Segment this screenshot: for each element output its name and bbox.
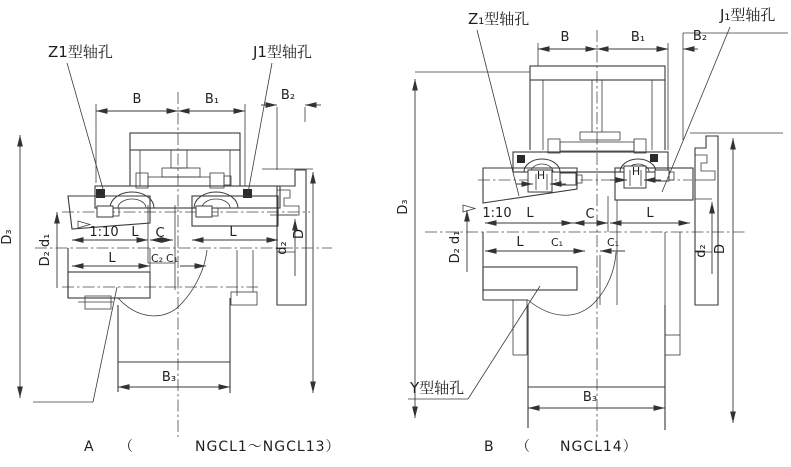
fig-a-dim-taper: 1:10 [89,225,119,240]
figure-a-body [33,133,306,402]
fig-b-dim-D: D [713,243,728,255]
fig-a-j1-bore-label: J1型轴孔 [253,43,312,61]
figure-b-dimensions [408,27,788,423]
fig-b-j1-bore-label: J₁型轴孔 [720,6,776,24]
fig-a-dim-D3: D₃ [0,229,15,245]
fig-b-dim-C1-left: C₁ [550,236,564,249]
fig-a-dim-L-bottom: L [108,251,116,266]
fig-b-caption-models: NGCL14） [560,439,638,455]
figure-a-dimensions [20,63,321,398]
fig-a-dim-D2-d1: D₂ d₁ [38,233,53,267]
figure-a-labels [0,43,341,455]
figure-a-centerlines [35,92,332,437]
seal-block-right [243,189,252,198]
fig-b-dim-C: C [585,207,595,222]
fig-a-caption-models: NGCL1～NGCL13） [195,439,341,455]
fig-a-dim-L-top-right: L [229,225,237,240]
fig-a-dim-D: D [292,228,307,240]
fig-a-dim-B1: B₁ [204,92,220,107]
figure-a [0,43,341,455]
fig-b-dim-B: B [560,30,570,45]
fig-a-j1-leader [248,63,272,193]
fig-b-dim-H-left: H [536,169,546,182]
fig-b-dim-D2-d1: D₂ d₁ [448,230,463,264]
fig-a-caption-letter: A [84,439,95,455]
fig-b-dim-L-top: L [526,206,534,221]
fig-b-y-bore-label: Y型轴孔 [410,379,465,397]
fig-b-y-leader [468,286,540,399]
fig-b-caption-paren: （ [516,439,531,455]
fig-b-caption-letter: B [484,439,495,455]
fig-a-dim-L-top: L [131,225,139,240]
seal-block-left [517,155,525,163]
fig-b-dim-C1-right: C₁ [606,236,620,249]
seal-block-right [650,154,658,162]
fig-a-caption-paren: （ [119,439,134,455]
fig-a-dim-C1: C₁ [165,252,179,265]
fig-b-dim-d2: d₂ [694,244,709,258]
fig-a-dim-B2: B₂ [280,88,296,103]
fig-b-dim-L-bottom: L [516,235,524,250]
taper-flag-icon [463,205,475,212]
fig-a-z1-bore-label: Z1型轴孔 [48,43,113,61]
figure-b [396,6,788,455]
fig-b-dim-taper: 1:10 [482,206,512,221]
fig-a-dim-B3: B₃ [161,370,177,385]
fig-b-dim-B1: B₁ [630,30,646,45]
figure-b-centerlines [425,30,745,440]
fig-b-dim-D3: D₃ [396,199,411,215]
fig-b-j1-leader [662,27,730,192]
taper-flag-icon [78,221,90,228]
fig-b-dim-H-right: H [631,165,641,178]
fig-a-dim-C2: C₂ [150,252,164,265]
fig-a-z1-leader [67,63,105,196]
fig-a-dim-C: C [155,226,165,241]
fig-b-dim-B3: B₃ [582,390,598,405]
fig-a-dim-B: B [132,92,142,107]
fig-a-dim-d2: d₂ [275,241,290,255]
fig-b-dim-B2: B₂ [692,29,708,44]
fig-b-dim-L-top-right: L [646,206,654,221]
fig-b-z1-bore-label: Z₁型轴孔 [468,10,530,28]
